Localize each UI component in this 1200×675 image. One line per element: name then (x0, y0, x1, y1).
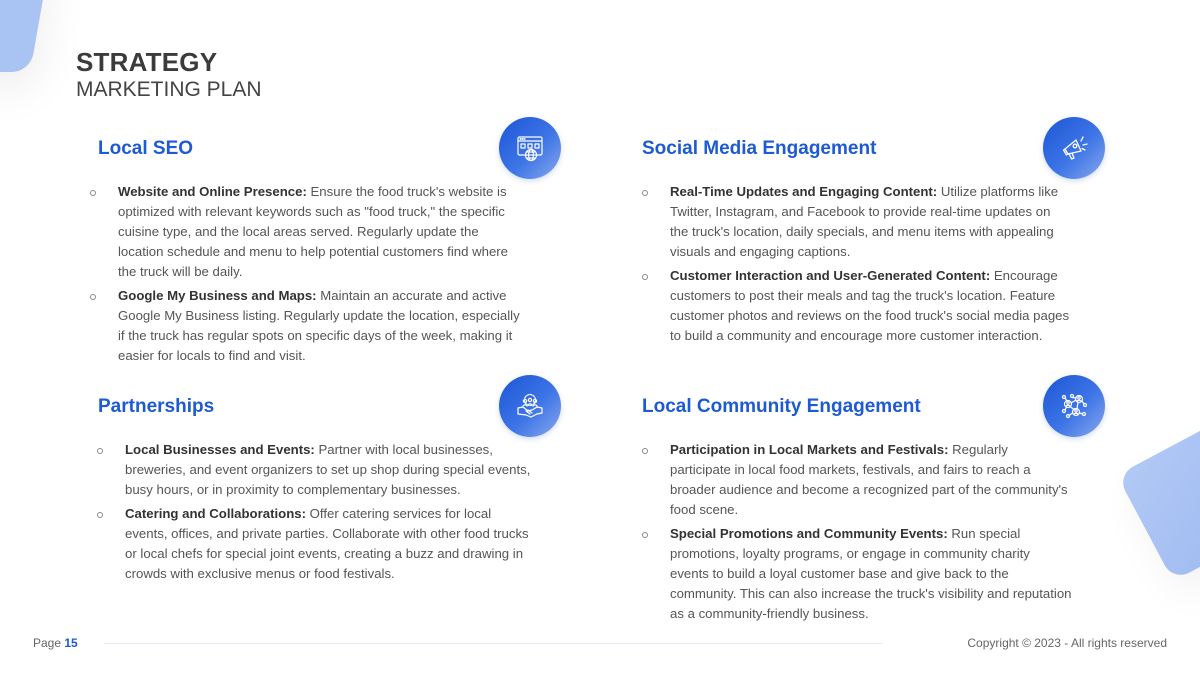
list-item (97, 504, 537, 584)
page-number: 15 (64, 636, 78, 650)
page-subtitle: MARKETING PLAN (76, 78, 262, 101)
item-label: Special Promotions and Community Events: (670, 526, 948, 541)
list-item (642, 440, 1072, 520)
list-item (90, 182, 520, 282)
item-label: Participation in Local Markets and Festivals: (670, 442, 949, 457)
page-indicator (33, 636, 78, 650)
item-text: Maintain an accurate and active Google My Business listing. Regularly update the location, especially if the truck has regular spots on specific days of the week, making it easier for locals to find and visit. (118, 288, 520, 363)
section-title: Social Media Engagement (642, 138, 877, 159)
item-label: Local Businesses and Events: (125, 442, 315, 457)
list-item (642, 524, 1072, 624)
handshake-team-icon (499, 375, 561, 437)
item-text: Run special promotions, loyalty programs, or engage in community charity events to build a loyal customer base and give back to the community. This can also increase the truck's visibility and reputation as a community-friendly business. (670, 526, 1072, 621)
community-network-icon (1043, 375, 1105, 437)
item-text: Partner with local businesses, breweries, and event organizers to set up shop during special events, busy hours, or in proximity to complementary businesses. (125, 442, 531, 497)
item-label: Google My Business and Maps: (118, 288, 317, 303)
page-label: Page (33, 636, 62, 650)
bullet-icon (642, 448, 648, 454)
local-seo-list (90, 182, 520, 370)
bullet-icon (642, 274, 648, 280)
website-globe-icon (499, 117, 561, 179)
list-item (642, 266, 1072, 346)
bullet-icon (97, 448, 103, 454)
megaphone-icon (1043, 117, 1105, 179)
decorative-shape-top-left (0, 0, 50, 72)
item-text: Regularly participate in local food markets, festivals, and fairs to reach a broader audience and become a recognized part of the community's food scene. (670, 442, 1068, 517)
item-label: Real-Time Updates and Engaging Content: (670, 184, 938, 199)
item-text: Utilize platforms like Twitter, Instagram, and Facebook to provide real-time updates on the truck's location, daily specials, and menu items with appealing visuals and engaging captions. (670, 184, 1059, 259)
footer-divider (104, 643, 882, 644)
list-item (90, 286, 520, 366)
copyright-text: Copyright © 2023 - All rights reserved (967, 636, 1167, 650)
partnerships-list (97, 440, 537, 588)
item-text: Ensure the food truck's website is optimized with relevant keywords such as "food truck," the specific cuisine type, and the local areas served. Regularly update the location schedule and menu to help potential customers find where the truck will be daily. (118, 184, 509, 279)
item-label: Customer Interaction and User-Generated Content: (670, 268, 991, 283)
section-title: Local Community Engagement (642, 396, 921, 417)
section-title: Local SEO (98, 138, 194, 159)
item-label: Website and Online Presence: (118, 184, 307, 199)
page-title: STRATEGY (76, 47, 218, 77)
decorative-shape-right (1117, 419, 1200, 581)
page-title-block (76, 47, 262, 103)
item-text: Offer catering services for local events, offices, and private parties. Collaborate with other food trucks or local chefs for special joint events, creating a buzz and drawing in crowds with exclusive menus or food festivals. (125, 506, 529, 581)
community-engagement-list (642, 440, 1072, 628)
bullet-icon (90, 294, 96, 300)
item-label: Catering and Collaborations: (125, 506, 306, 521)
section-title: Partnerships (98, 396, 215, 417)
bullet-icon (642, 532, 648, 538)
bullet-icon (642, 190, 648, 196)
item-text: Encourage customers to post their meals and tag the truck's location. Feature customer photos and reviews on the food truck's social media pages to build a community and encourage more customer interaction. (670, 268, 1070, 343)
list-item (642, 182, 1072, 262)
list-item (97, 440, 537, 500)
bullet-icon (97, 512, 103, 518)
bullet-icon (90, 190, 96, 196)
social-media-list (642, 182, 1072, 350)
